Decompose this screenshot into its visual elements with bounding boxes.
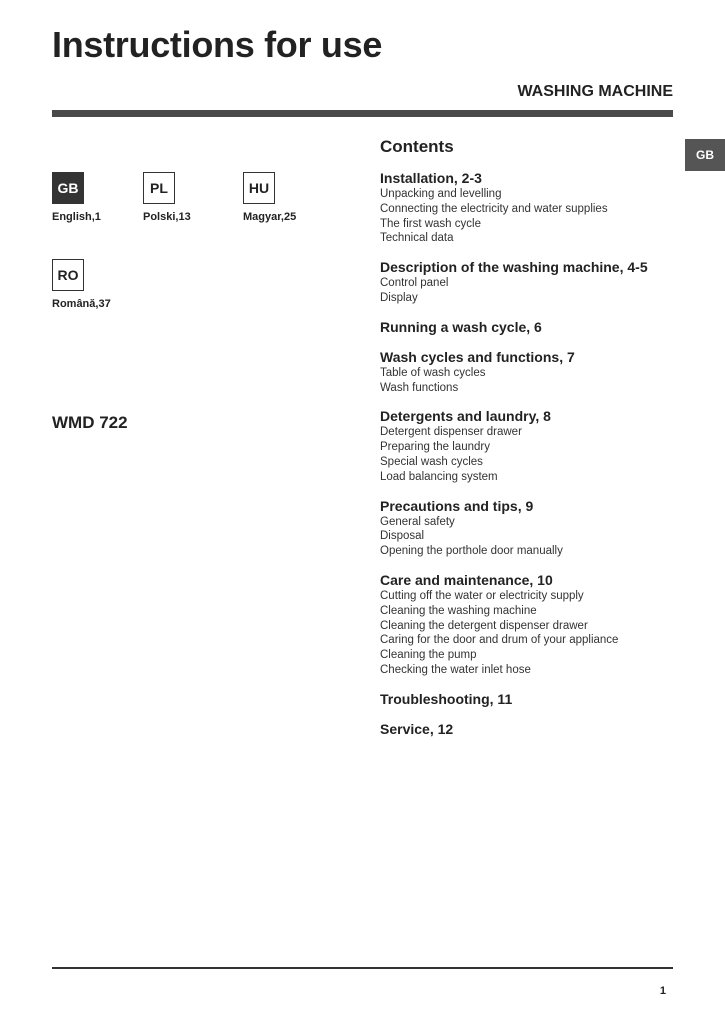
language-code-box: PL <box>143 172 175 204</box>
table-of-contents <box>380 137 680 751</box>
language-code-box: HU <box>243 172 275 204</box>
header-divider <box>52 110 673 117</box>
contents-heading: Contents <box>380 137 454 156</box>
toc-subsection[interactable]: Caring for the door and drum of your appliance <box>380 634 619 647</box>
language-label: English,1 <box>52 211 101 223</box>
toc-section-title[interactable]: Troubleshooting, 11 <box>380 690 513 707</box>
toc-subsection[interactable]: Control panel <box>380 277 449 290</box>
language-code-box: RO <box>52 259 84 291</box>
toc-section <box>380 319 680 336</box>
toc-section-title[interactable]: Description of the washing machine, 4-5 <box>380 259 648 276</box>
toc-subsection[interactable]: Display <box>380 291 418 304</box>
toc-subsection[interactable]: Opening the porthole door manually <box>380 545 563 558</box>
toc-subsection[interactable]: Wash functions <box>380 381 459 394</box>
document-title: Instructions for use <box>52 24 383 65</box>
model-number: WMD 722 <box>52 413 128 432</box>
toc-subsection[interactable]: Unpacking and levelling <box>380 188 502 200</box>
toc-section <box>380 498 680 559</box>
toc-section-title[interactable]: Detergents and laundry, 8 <box>380 408 551 425</box>
toc-subsection[interactable]: Cleaning the detergent dispenser drawer <box>380 619 588 632</box>
language-ro[interactable] <box>52 259 132 310</box>
toc-section <box>380 259 680 306</box>
toc-subsection[interactable]: Detergent dispenser drawer <box>380 426 522 439</box>
toc-section <box>380 721 680 738</box>
toc-section-title[interactable]: Installation, 2-3 <box>380 170 482 186</box>
language-label: Polski,13 <box>143 211 191 223</box>
toc-section-title[interactable]: Wash cycles and functions, 7 <box>380 348 575 365</box>
toc-section <box>380 572 680 678</box>
toc-section <box>380 170 680 246</box>
toc-subsection[interactable]: Cleaning the washing machine <box>380 604 537 617</box>
toc-section-title[interactable]: Precautions and tips, 9 <box>380 497 534 514</box>
toc-subsection[interactable]: Table of wash cycles <box>380 366 486 379</box>
toc-section <box>380 691 680 708</box>
language-gb[interactable] <box>52 172 132 223</box>
toc-section <box>380 349 680 396</box>
toc-section <box>380 408 680 484</box>
page-number: 1 <box>659 985 666 997</box>
footer-divider <box>52 967 673 969</box>
language-hu[interactable] <box>243 172 323 223</box>
toc-subsection[interactable]: Disposal <box>380 530 425 543</box>
toc-subsection[interactable]: General safety <box>380 515 455 528</box>
language-code-box: GB <box>52 172 84 204</box>
toc-subsection[interactable]: The first wash cycle <box>380 217 481 230</box>
language-label: Magyar,25 <box>243 211 297 223</box>
toc-section-title[interactable]: Care and maintenance, 10 <box>380 571 553 588</box>
product-type-heading: WASHING MACHINE <box>517 83 673 100</box>
toc-section-title[interactable]: Service, 12 <box>380 720 454 737</box>
toc-subsection[interactable]: Checking the water inlet hose <box>380 663 531 676</box>
toc-section-title[interactable]: Running a wash cycle, 6 <box>380 318 542 335</box>
toc-subsection[interactable]: Load balancing system <box>380 470 498 483</box>
language-pl[interactable] <box>143 172 223 223</box>
toc-subsection[interactable]: Technical data <box>380 232 454 245</box>
language-label: Română,37 <box>52 298 111 310</box>
toc-subsection[interactable]: Cleaning the pump <box>380 649 477 662</box>
toc-subsection[interactable]: Cutting off the water or electricity supply <box>380 589 584 602</box>
toc-subsection[interactable]: Preparing the laundry <box>380 441 490 454</box>
language-side-tab: GB <box>685 139 725 171</box>
toc-subsection[interactable]: Connecting the electricity and water supplies <box>380 202 608 215</box>
toc-subsection[interactable]: Special wash cycles <box>380 455 483 468</box>
